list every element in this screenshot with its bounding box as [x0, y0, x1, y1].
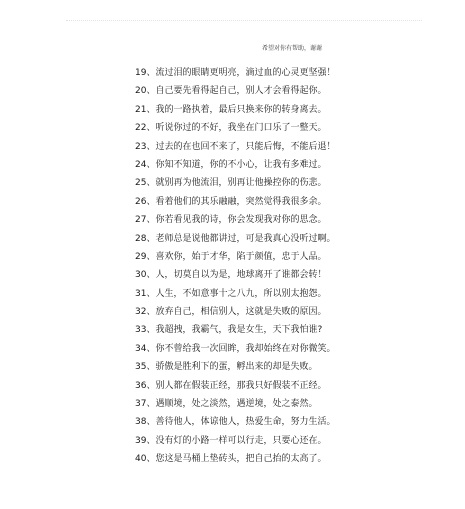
list-item: 35、骄傲是胜利下的蛋，孵出来的却是失败。	[135, 362, 318, 373]
list-item: 27、你若看见我的诗，你会发现我对你的思念。	[135, 215, 327, 226]
list-item: 38、善待他人，体谅他人，热爱生命，努力生活。	[135, 417, 336, 428]
list-item: 30、人，切莫自以为是，地球离开了谁都会转！	[135, 270, 327, 281]
list-item: 23、过去的在也回不来了，只能后悔，不能后退！	[135, 141, 336, 152]
list-item: 20、自己要先看得起自己，别人才会看得起你。	[135, 86, 327, 97]
list-item: 19、流过泪的眼睛更明亮，滴过血的心灵更坚强！	[135, 68, 336, 78]
header-note: 希望对你有帮助，谢谢	[261, 45, 322, 52]
list-item: 36、别人都在假装正经，那我只好假装不正经。	[135, 380, 327, 391]
top-divider	[66, 20, 422, 21]
list-item: 25、就别再为他流泪，别再让他操控你的伤悲。	[135, 178, 327, 189]
list-item: 28、老师总是说他都讲过，可是我真心没听过啊。	[135, 233, 336, 244]
list-item: 29、喜欢你，始于才华，陷于颜值，忠于人品。	[135, 251, 327, 262]
list-item: 34、你不曾给我一次回眸，我却始终在对你微笑。	[135, 343, 336, 354]
list-item: 40、您这是马桶上垫砖头，把自己抬的太高了。	[135, 454, 327, 465]
list-item: 37、遇顺境，处之淡然，遇逆境，处之泰然。	[135, 399, 318, 410]
list-item: 24、你知不知道，你的不小心，让我有多难过。	[135, 159, 327, 170]
list-item: 22、听说你过的不好，我坐在门口乐了一整天。	[135, 123, 327, 134]
quote-list	[135, 64, 455, 469]
list-item: 32、放弃自己，相信别人，这就是失败的原因。	[135, 307, 327, 318]
list-item: 21、我的一路执着，最后只换来你的转身离去。	[135, 104, 327, 115]
list-item: 33、我超拽，我霸气，我是女生，天下我怕谁?	[135, 325, 323, 336]
list-item: 39、没有灯的小路一样可以行走，只要心还在。	[135, 435, 327, 446]
list-item: 31、人生，不如意事十之八九，所以别太抱怨。	[135, 288, 327, 299]
list-item: 26、看着他们的其乐融融，突然觉得我很多余。	[135, 196, 327, 207]
